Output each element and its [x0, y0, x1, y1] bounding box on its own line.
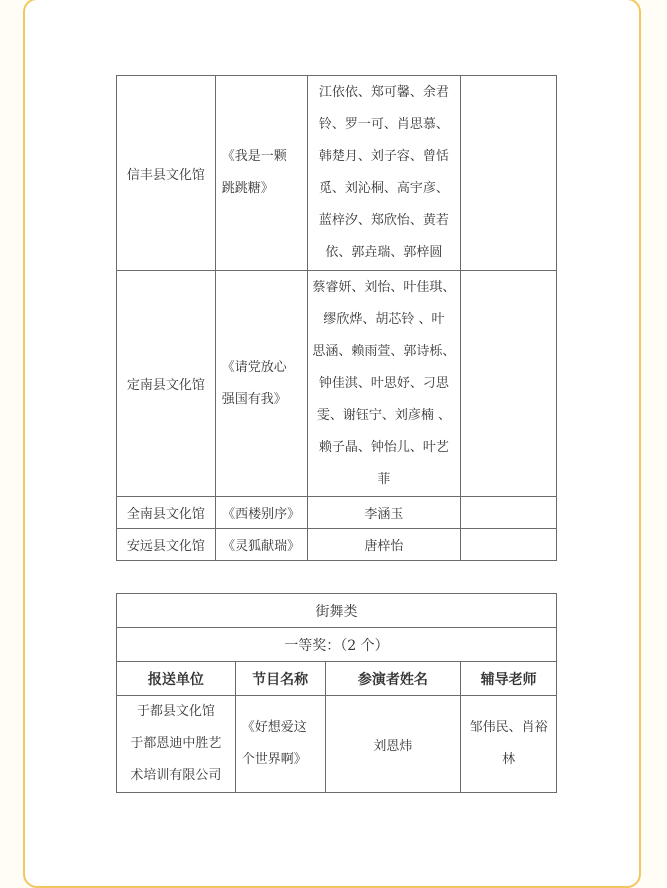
results-table-continued — [116, 75, 557, 561]
award-row — [117, 628, 557, 662]
header-teacher: 辅导老师 — [461, 662, 557, 696]
program-cell: 《好想爱这 个世界啊》 — [235, 696, 325, 793]
performers-cell: 蔡睿妍、刘怡、叶佳琪、 缪欣烨、胡芯铃 、叶 思涵、赖雨萱、郭诗栎、 钟佳淇、叶思妤、刁思 雯、谢钰宁、刘彦楠 、 赖子晶、钟怡儿、叶艺 菲 — [307, 271, 461, 497]
table-row — [117, 76, 557, 271]
program-cell: 《请党放心 强国有我》 — [215, 271, 307, 497]
program-cell: 《灵狐献瑞》 — [215, 529, 307, 561]
teacher-cell — [461, 529, 557, 561]
header-row — [117, 662, 557, 696]
award-title: 一等奖：（2 个） — [117, 628, 557, 662]
header-unit: 报送单位 — [117, 662, 236, 696]
teacher-cell — [461, 271, 557, 497]
unit-cell: 信丰县文化馆 — [117, 76, 216, 271]
teacher-cell — [461, 76, 557, 271]
unit-cell: 于都县文化馆 于都恩迪中胜艺 术培训有限公司 — [117, 696, 236, 793]
table-row — [117, 529, 557, 561]
teacher-cell: 邹伟民、肖裕 林 — [461, 696, 557, 793]
header-performer: 参演者姓名 — [325, 662, 461, 696]
performers-cell: 李涵玉 — [307, 497, 461, 529]
table-row — [117, 497, 557, 529]
unit-cell: 定南县文化馆 — [117, 271, 216, 497]
header-program: 节目名称 — [235, 662, 325, 696]
teacher-cell — [461, 497, 557, 529]
street-dance-results-table — [116, 593, 557, 793]
unit-cell: 全南县文化馆 — [117, 497, 216, 529]
category-title: 街舞类 — [117, 594, 557, 628]
performers-cell: 唐梓怡 — [307, 529, 461, 561]
program-cell: 《我是一颗 跳跳糖》 — [215, 76, 307, 271]
table-row — [117, 271, 557, 497]
table-row — [117, 696, 557, 793]
performers-cell: 江依依、郑可馨、余君 铃、罗一可、肖思慕、 韩楚月、刘子容、曾恬 觅、刘沁桐、高宇彦、 蓝梓汐、郑欣怡、黄若 依、郭垚瑞、郭梓圆 — [307, 76, 461, 271]
program-cell: 《西楼别序》 — [215, 497, 307, 529]
performer-cell: 刘恩炜 — [325, 696, 461, 793]
unit-cell: 安远县文化馆 — [117, 529, 216, 561]
category-row — [117, 594, 557, 628]
